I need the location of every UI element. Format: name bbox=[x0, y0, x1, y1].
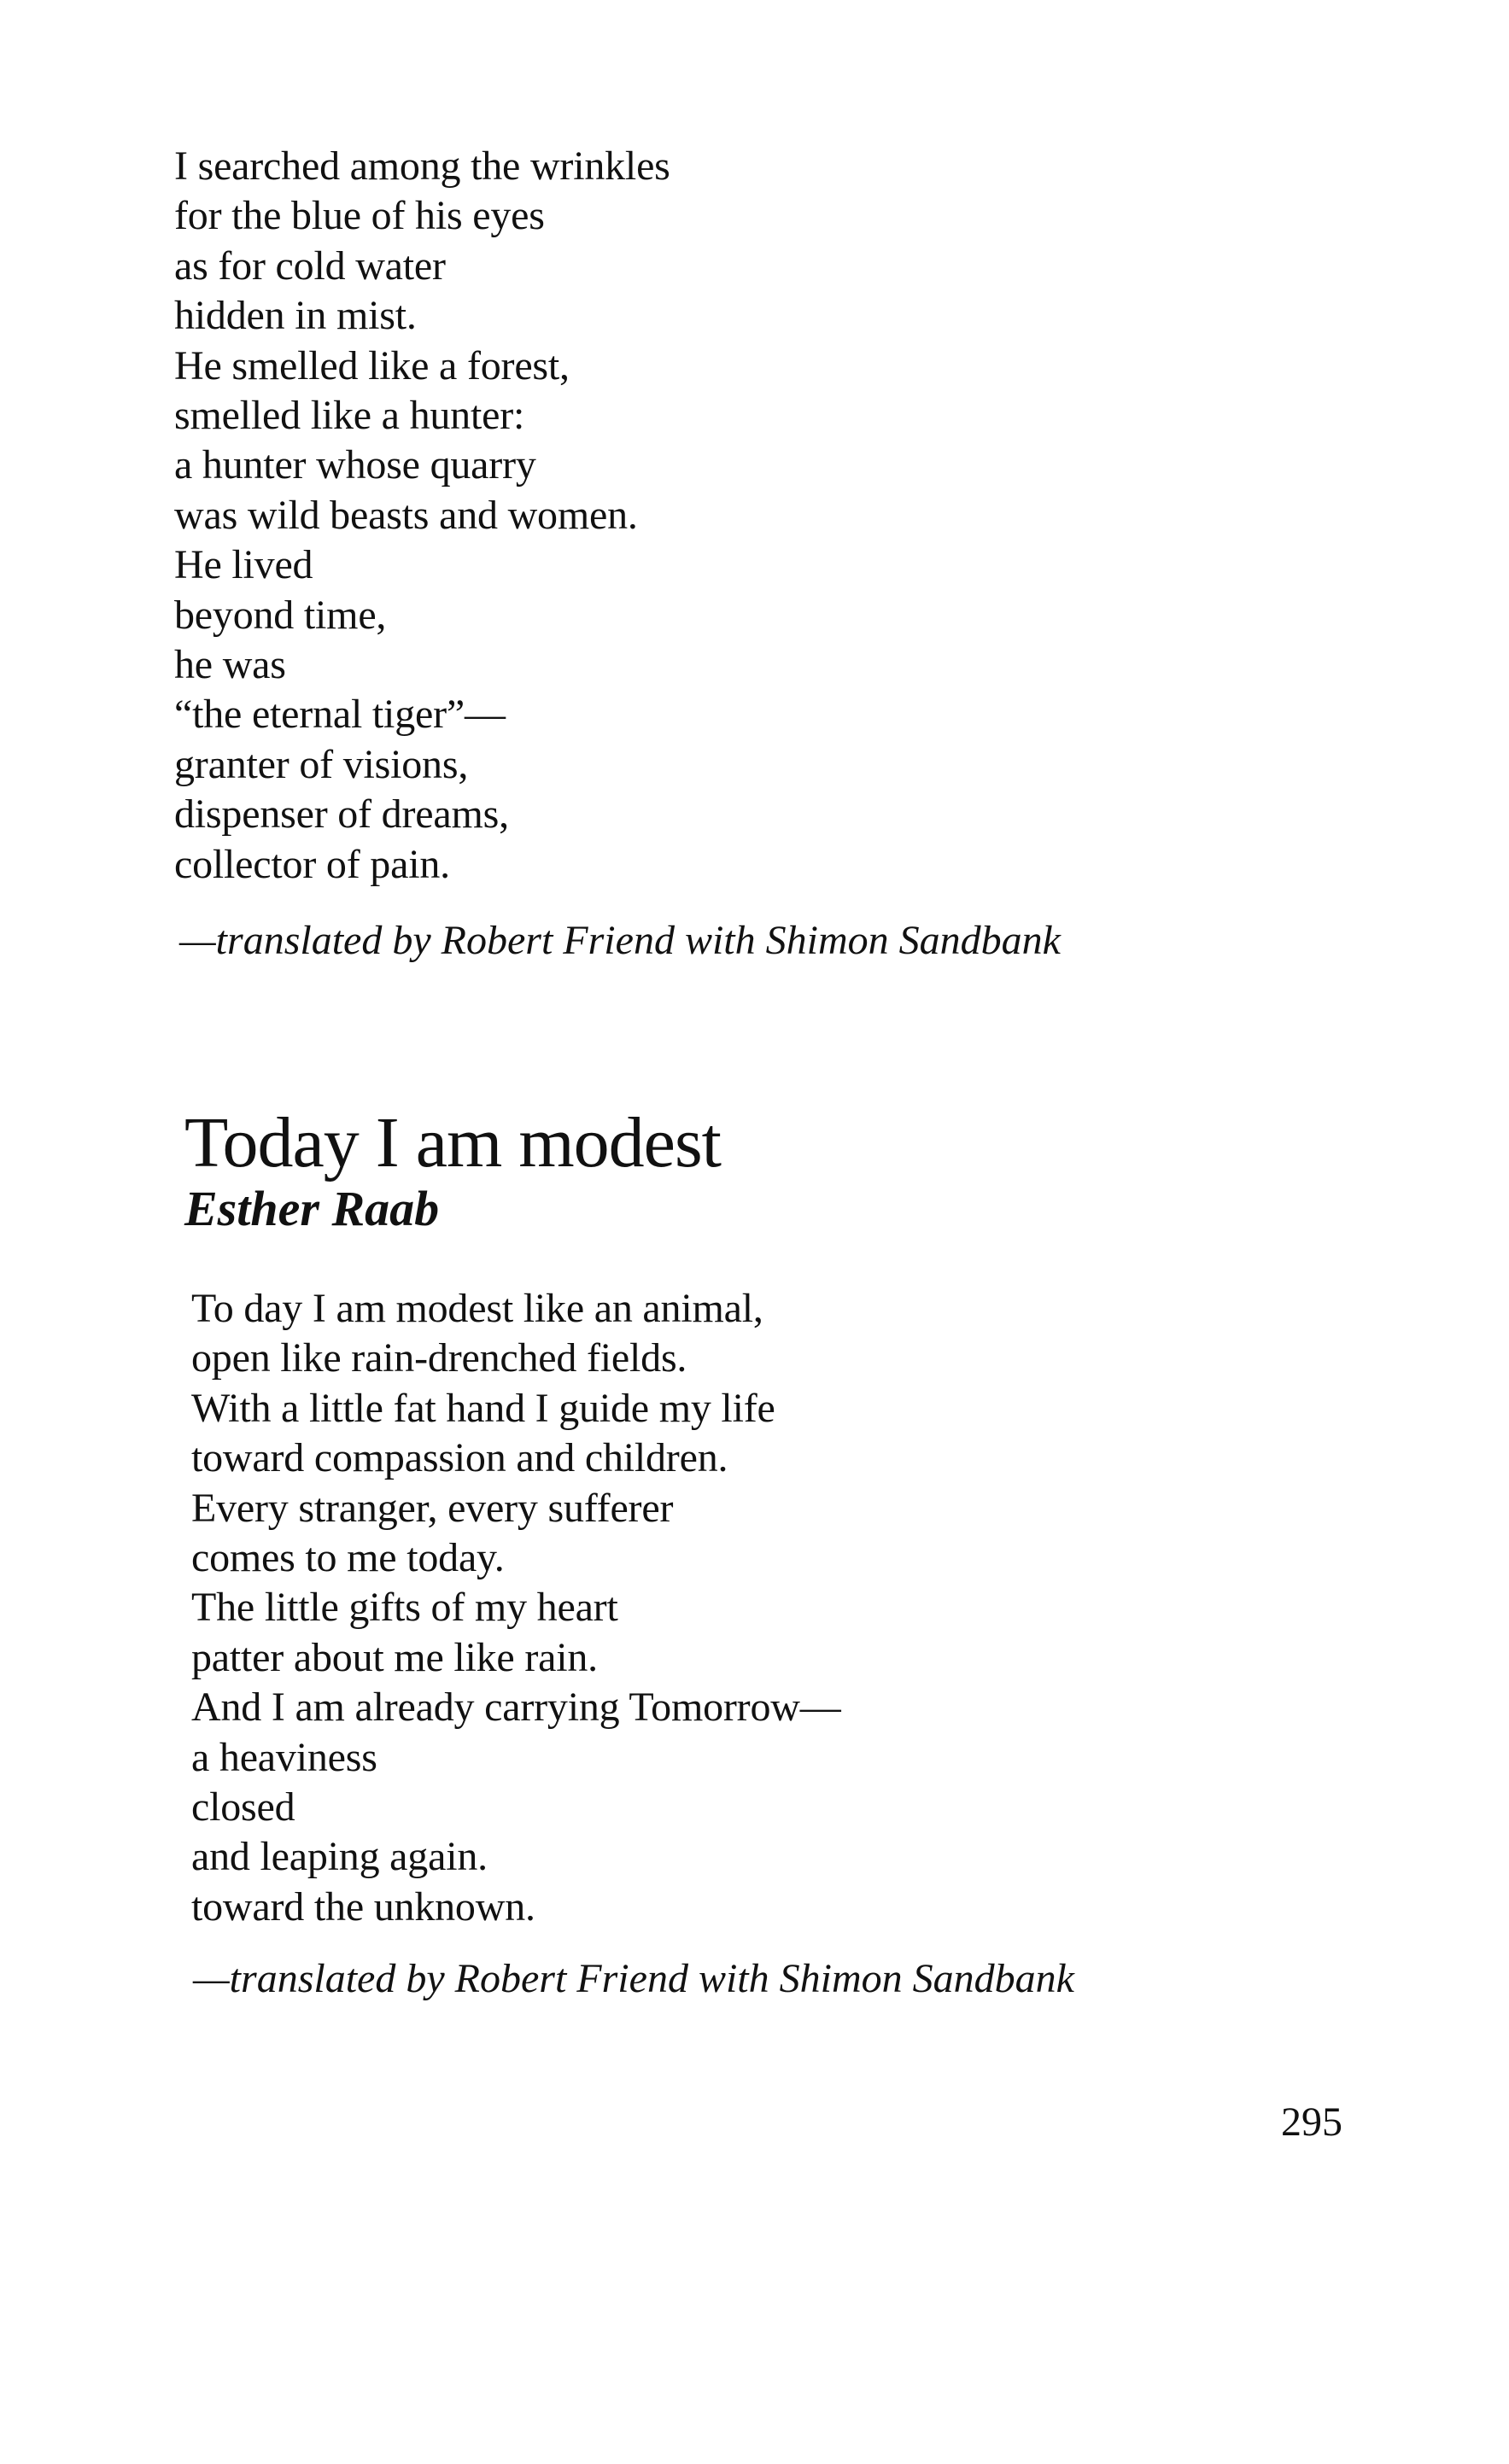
translator-credit: —translated by Robert Friend with Shimon Sandbank bbox=[193, 1956, 1074, 2001]
poem-line: smelled like a hunter: bbox=[174, 393, 525, 439]
poem-line: To day I am modest like an animal, bbox=[191, 1286, 763, 1331]
poem-line: dispenser of dreams, bbox=[174, 791, 509, 838]
poem-author: Esther Raab bbox=[184, 1181, 440, 1236]
poem-line: He lived bbox=[174, 542, 313, 588]
page-number: 295 bbox=[1281, 2099, 1342, 2145]
poem-line: a hunter whose quarry bbox=[174, 442, 536, 488]
poem-line: open like rain-drenched fields. bbox=[191, 1335, 687, 1381]
poem-line: And I am already carrying Tomorrow— bbox=[191, 1685, 841, 1731]
poem-line: patter about me like rain. bbox=[191, 1634, 598, 1680]
poem-line: was wild beasts and women. bbox=[174, 492, 638, 538]
poem-line: The little gifts of my heart bbox=[191, 1585, 618, 1631]
poem-line: I searched among the wrinkles bbox=[174, 143, 670, 189]
poem-line: beyond time, bbox=[174, 592, 387, 638]
poem-line: toward compassion and children. bbox=[191, 1435, 728, 1481]
poem-line: Every stranger, every sufferer bbox=[191, 1485, 674, 1531]
previous-poem-continuation bbox=[174, 142, 670, 890]
poem-line: for the blue of his eyes bbox=[174, 193, 545, 239]
poem-line: hidden in mist. bbox=[174, 293, 417, 339]
poem-line: closed bbox=[191, 1784, 295, 1830]
poem-line: he was bbox=[174, 642, 286, 688]
poem-line: and leaping again. bbox=[191, 1834, 488, 1880]
poem-line: With a little fat hand I guide my life bbox=[191, 1385, 775, 1431]
poem-line: comes to me today. bbox=[191, 1535, 505, 1581]
poem-line: “the eternal tiger”— bbox=[174, 692, 506, 738]
translator-credit: —translated by Robert Friend with Shimon Sandbank bbox=[179, 918, 1061, 963]
poem-title: Today I am modest bbox=[184, 1103, 721, 1182]
poem-line: a heaviness bbox=[191, 1734, 377, 1780]
poem-line: as for cold water bbox=[174, 242, 446, 289]
poem-line: toward the unknown. bbox=[191, 1883, 535, 1930]
poem-line: granter of visions, bbox=[174, 741, 469, 787]
poem-line: He smelled like a forest, bbox=[174, 342, 570, 388]
poem-line: collector of pain. bbox=[174, 841, 450, 887]
poem-body bbox=[191, 1284, 841, 1932]
